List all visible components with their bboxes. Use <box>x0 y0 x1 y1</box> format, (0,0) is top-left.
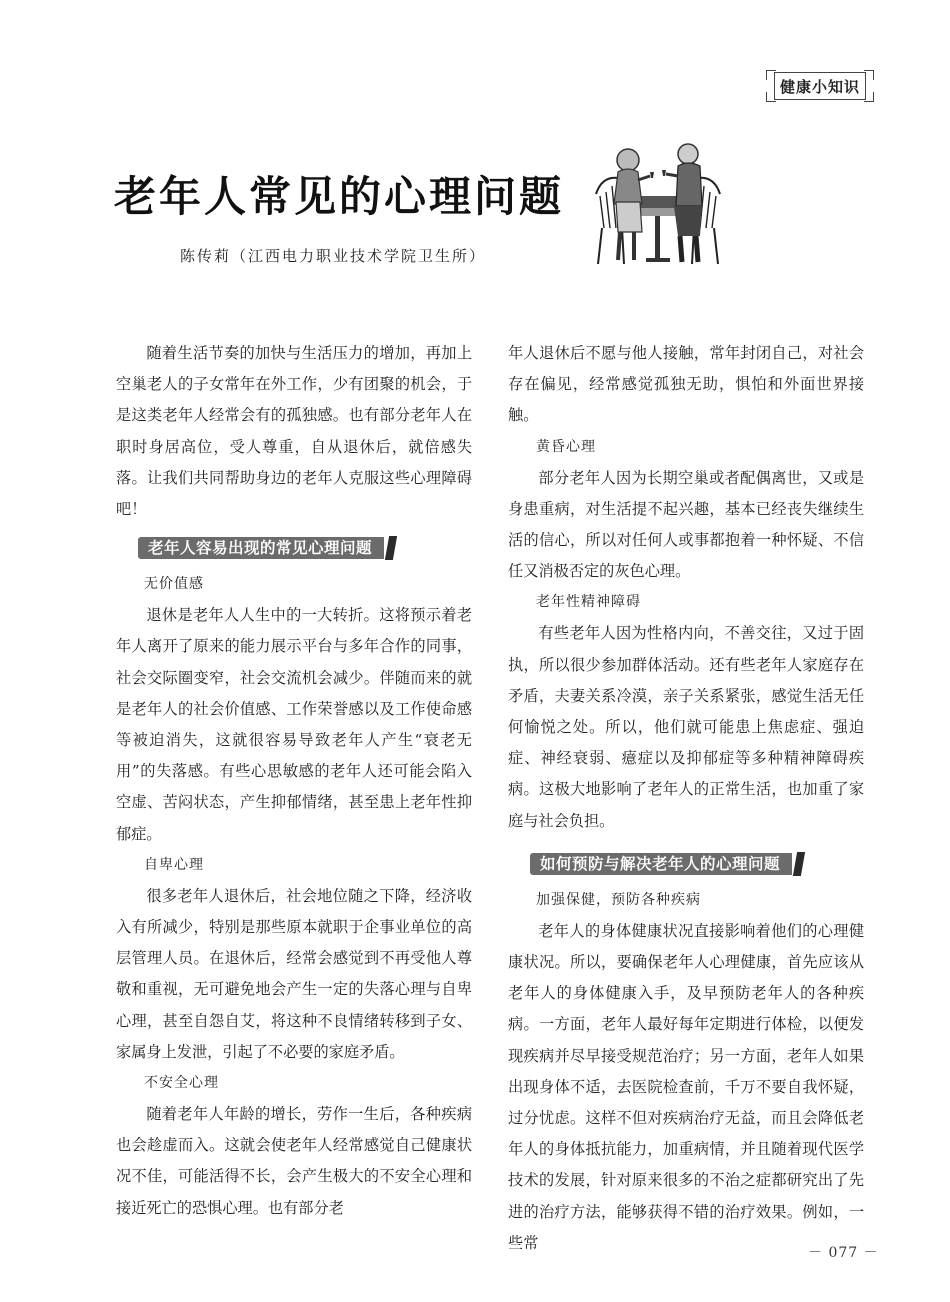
section-heading-problems-label: 老年人容易出现的常见心理问题 <box>138 537 384 559</box>
right-column <box>508 338 864 1259</box>
subheading-twilight: 黄昏心理 <box>536 438 596 455</box>
article-title: 老年人常见的心理问题 <box>114 172 565 221</box>
intro-paragraph: 随着生活节奏的加快与生活压力的增加，再加上空巢老人的子女常年在外工作，少有团聚的机会，于是这类老年人经常会有的孤独感。也有部分老年人在职时身居高位，受人尊重，自从退休后，就倍感失落。让我们共同帮助身边的老年人克服这些心理障碍吧！ <box>116 344 472 519</box>
section-heading-prevention-label: 如何预防与解决老年人的心理问题 <box>530 853 792 875</box>
paragraph-twilight: 部分老年人因为长期空巢或者配偶离世，又或是身患重病，对生活提不起兴趣，基本已经丧失继续生活的信心，所以对任何人或事都抱着一种怀疑、不信任又消极否定的灰色心理。 <box>508 468 864 581</box>
section-heading-problems <box>138 535 472 561</box>
subheading-mental-disorder: 老年性精神障碍 <box>536 594 641 611</box>
section-heading-prevention <box>530 851 864 877</box>
paragraph-worthlessness: 退休是老年人人生中的一大转折。这将预示着老年人离开了原来的能力展示平台与多年合作的同事，社会交际圈变窄，社会交流机会减少。伴随而来的就是老年人的社会价值感、工作荣誉感以及工作使命感等被迫消失，这就很容易导致老年人产生“衰老无用”的失落感。有些心思敏感的老年人还可能会陷入空虚、苦闷状态，产生抑郁情绪，甚至患上老年性抑郁症。 <box>116 606 472 843</box>
column-tag <box>766 70 874 102</box>
paragraph-mental-disorder: 有些老年人因为性格内向，不善交往，又过于固执，所以很少参加群体活动。还有些老年人家庭存在矛盾，夫妻关系冷漠，亲子关系紧张，感觉生活无任何愉悦之处。所以，他们就可能患上焦虑症、强迫症、神经衰弱、癔症以及抑郁症等多种精神障碍疾病。这极大地影响了老年人的正常生活，也加重了家庭与社会负担。 <box>508 624 864 830</box>
subheading-health-care: 加强保健，预防各种疾病 <box>536 891 701 908</box>
subheading-inferiority: 自卑心理 <box>144 856 204 873</box>
left-column <box>116 338 472 1224</box>
subheading-worthlessness: 无价值感 <box>144 576 204 593</box>
paragraph-health-care: 老年人的身体健康状况直接影响着他们的心理健康状况。所以，要确保老年人心理健康，首先应该从老年人的身体健康入手，及早预防老年人的各种疾病。一方面，老年人最好每年定期进行体检，以便发现疾病并尽早接受规范治疗；另一方面，老年人如果出现身体不适，去医院检查前，千万不要自我怀疑，过分忧虑。这样不但对疾病治疗无益，而且会降低老年人的身体抵抗能力，加重病情，并且随着现代医学技术的发展，针对原来很多的不治之症都研究出了先进的治疗方法，能够获得不错的治疗效果。例如，一些常 <box>508 921 864 1252</box>
paragraph-inferiority: 很多老年人退休后，社会地位随之下降，经济收入有所减少，特别是那些原本就职于企事业单位的高层管理人员。在退休后，经常会感觉到不再受他人尊敬和重视，无可避免地会产生一定的失落心理与自卑心理，甚至自怨自艾，将这种不良情绪转移到子女、家属身上发泄，引起了不必要的家庭矛盾。 <box>116 886 472 1061</box>
column-tag-label: 健康小知识 <box>779 77 860 96</box>
paragraph-insecurity-continued: 年人退休后不愿与他人接触，常年封闭自己，对社会存在偏见，经常感觉孤独无助，惧怕和外面世界接触。 <box>508 344 864 425</box>
paragraph-insecurity: 随着老年人年龄的增长，劳作一生后，各种疾病也会趁虚而入。这就会使老年人经常感觉自己健康状况不佳，可能活得不长，会产生极大的不安全心理和接近死亡的恐惧心理。也有部分老 <box>116 1105 472 1217</box>
elderly-couple-illustration <box>588 136 728 270</box>
subheading-insecurity: 不安全心理 <box>144 1075 219 1092</box>
article-author: 陈传莉（江西电力职业技术学院卫生所） <box>180 247 487 265</box>
page-number: － 077 － <box>808 1245 879 1261</box>
